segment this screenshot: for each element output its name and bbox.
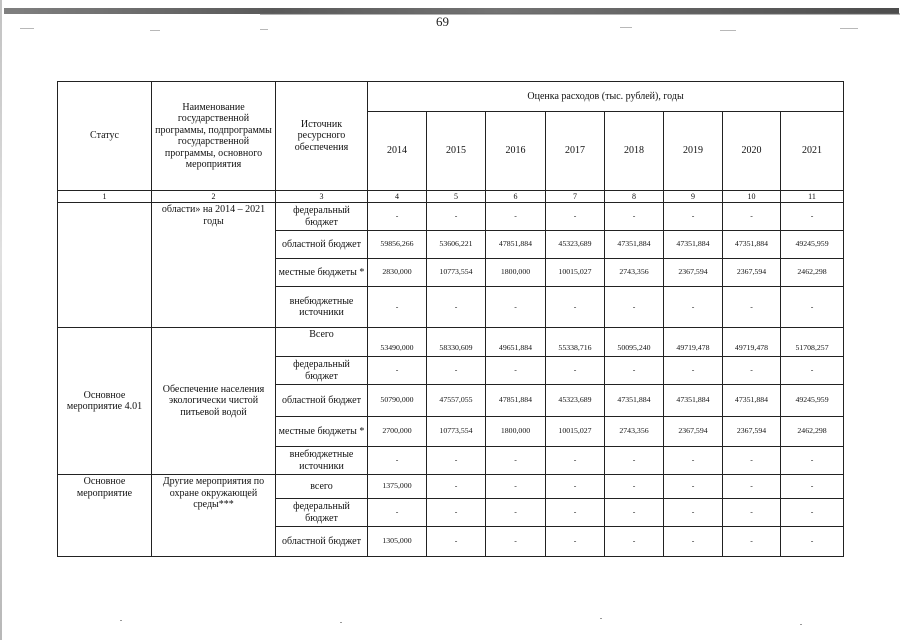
value-cell: 2743,356 [605, 259, 664, 287]
value-cell: 47851,884 [486, 231, 546, 259]
value-cell: - [664, 203, 723, 231]
table-row [58, 328, 844, 357]
source-cell: внебюджетные источники [276, 447, 368, 475]
value-cell: 47851,884 [486, 385, 546, 417]
value-cell: 2743,356 [605, 417, 664, 447]
value-cell: - [781, 447, 844, 475]
value-cell: - [486, 499, 546, 527]
value-cell: - [605, 287, 664, 328]
column-number: 4 [368, 191, 427, 203]
column-number: 7 [546, 191, 605, 203]
value-cell: - [427, 287, 486, 328]
value-cell: 2830,000 [368, 259, 427, 287]
value-cell: - [427, 527, 486, 557]
scan-top-line-secondary [260, 13, 900, 15]
header-year: 2018 [605, 112, 664, 191]
source-cell: областной бюджет [276, 527, 368, 557]
value-cell: - [368, 499, 427, 527]
value-cell: 47557,055 [427, 385, 486, 417]
value-cell: - [546, 447, 605, 475]
page-number: 69 [436, 14, 449, 29]
value-cell: - [781, 357, 844, 385]
status-cell: Основное мероприятие [58, 475, 152, 557]
value-cell: - [486, 203, 546, 231]
scan-speck [120, 620, 122, 621]
scan-dash [260, 29, 268, 30]
value-cell: 58330,609 [427, 328, 486, 357]
value-cell: - [546, 287, 605, 328]
value-cell: - [605, 357, 664, 385]
source-cell: федеральный бюджет [276, 499, 368, 527]
value-cell: - [723, 475, 781, 499]
source-cell: местные бюджеты * [276, 259, 368, 287]
value-cell: - [546, 499, 605, 527]
source-cell: внебюджетные источники [276, 287, 368, 328]
budget-table [57, 81, 844, 557]
status-cell [58, 203, 152, 328]
value-cell: 49719,478 [664, 328, 723, 357]
program-name-cell: Обеспечение населения экологически чистой питьевой водой [152, 328, 276, 475]
column-number: 6 [486, 191, 546, 203]
value-cell: 2700,000 [368, 417, 427, 447]
header-year: 2020 [723, 112, 781, 191]
header-year: 2015 [427, 112, 486, 191]
value-cell: - [723, 447, 781, 475]
column-number: 9 [664, 191, 723, 203]
value-cell: - [546, 203, 605, 231]
value-cell: - [486, 357, 546, 385]
header-year: 2019 [664, 112, 723, 191]
value-cell: - [486, 527, 546, 557]
value-cell: - [368, 287, 427, 328]
header-status: Статус [58, 82, 152, 191]
value-cell: - [546, 527, 605, 557]
column-number: 8 [605, 191, 664, 203]
value-cell: 2367,594 [664, 259, 723, 287]
value-cell: 47351,884 [723, 385, 781, 417]
column-number: 5 [427, 191, 486, 203]
value-cell: - [427, 447, 486, 475]
value-cell: 1800,000 [486, 417, 546, 447]
header-year: 2021 [781, 112, 844, 191]
value-cell: 10015,027 [546, 259, 605, 287]
value-cell: - [664, 499, 723, 527]
column-number: 11 [781, 191, 844, 203]
value-cell: - [546, 475, 605, 499]
source-cell: всего [276, 475, 368, 499]
value-cell: - [427, 203, 486, 231]
value-cell: 49245,959 [781, 385, 844, 417]
value-cell: 59856,266 [368, 231, 427, 259]
program-name-cell: области» на 2014 – 2021 годы [152, 203, 276, 328]
value-cell: - [664, 357, 723, 385]
scan-speck [800, 624, 802, 625]
value-cell: - [781, 203, 844, 231]
value-cell: - [664, 287, 723, 328]
column-number: 2 [152, 191, 276, 203]
value-cell: - [605, 203, 664, 231]
value-cell: - [368, 203, 427, 231]
status-cell: Основное мероприятие 4.01 [58, 328, 152, 475]
table-row [58, 203, 844, 231]
scan-header-artifacts [0, 0, 905, 40]
value-cell: 47351,884 [664, 385, 723, 417]
scan-dash [840, 28, 858, 29]
value-cell: - [546, 357, 605, 385]
header-source: Источник ресурсного обеспечения [276, 82, 368, 191]
program-name-cell: Другие мероприятия по охране окружающей среды*** [152, 475, 276, 557]
value-cell: 51708,257 [781, 328, 844, 357]
scan-dash [620, 27, 632, 28]
header-estimate: Оценка расходов (тыс. рублей), годы [368, 82, 844, 112]
value-cell: - [723, 357, 781, 385]
column-number: 10 [723, 191, 781, 203]
source-cell: федеральный бюджет [276, 357, 368, 385]
value-cell: - [427, 357, 486, 385]
value-cell: 1800,000 [486, 259, 546, 287]
source-cell: федеральный бюджет [276, 203, 368, 231]
value-cell: 10773,554 [427, 417, 486, 447]
scan-dash [150, 30, 160, 31]
value-cell: 50095,240 [605, 328, 664, 357]
scan-speck [340, 622, 342, 623]
header-year: 2014 [368, 112, 427, 191]
value-cell: 2367,594 [723, 259, 781, 287]
value-cell: 2462,298 [781, 417, 844, 447]
value-cell: 49719,478 [723, 328, 781, 357]
value-cell: - [723, 287, 781, 328]
value-cell: - [664, 447, 723, 475]
value-cell: - [781, 475, 844, 499]
value-cell: 2367,594 [664, 417, 723, 447]
value-cell: 49245,959 [781, 231, 844, 259]
scan-left-edge [0, 0, 2, 640]
value-cell: - [486, 475, 546, 499]
scan-dash [20, 28, 34, 29]
value-cell: 49651,884 [486, 328, 546, 357]
value-cell: 50790,000 [368, 385, 427, 417]
value-cell: - [368, 447, 427, 475]
value-cell: 10773,554 [427, 259, 486, 287]
header-program-name: Наименование государственной программы, подпрограммы государственной программы, основного мероприятия [152, 82, 276, 191]
value-cell: 47351,884 [664, 231, 723, 259]
column-number-row [58, 191, 844, 203]
scan-dash [720, 30, 736, 31]
value-cell: - [368, 357, 427, 385]
source-cell: местные бюджеты * [276, 417, 368, 447]
value-cell: - [664, 527, 723, 557]
source-cell: Всего [276, 328, 368, 357]
header-year: 2016 [486, 112, 546, 191]
value-cell: - [781, 527, 844, 557]
value-cell: - [723, 203, 781, 231]
value-cell: 53490,000 [368, 328, 427, 357]
value-cell: - [486, 447, 546, 475]
source-cell: областной бюджет [276, 231, 368, 259]
value-cell: - [781, 499, 844, 527]
table-row [58, 475, 844, 499]
value-cell: - [723, 527, 781, 557]
header-row-top [58, 82, 844, 112]
value-cell: - [723, 499, 781, 527]
value-cell: 10015,027 [546, 417, 605, 447]
value-cell: - [781, 287, 844, 328]
value-cell: 45323,689 [546, 385, 605, 417]
value-cell: - [427, 475, 486, 499]
value-cell: - [427, 499, 486, 527]
value-cell: - [605, 527, 664, 557]
value-cell: 1375,000 [368, 475, 427, 499]
scan-speck [600, 618, 602, 619]
value-cell: 47351,884 [723, 231, 781, 259]
source-cell: областной бюджет [276, 385, 368, 417]
value-cell: - [664, 475, 723, 499]
value-cell: 47351,884 [605, 231, 664, 259]
value-cell: 53606,221 [427, 231, 486, 259]
header-year: 2017 [546, 112, 605, 191]
value-cell: - [486, 287, 546, 328]
value-cell: 2462,298 [781, 259, 844, 287]
value-cell: 55338,716 [546, 328, 605, 357]
value-cell: - [605, 475, 664, 499]
value-cell: - [605, 447, 664, 475]
column-number: 3 [276, 191, 368, 203]
value-cell: 2367,594 [723, 417, 781, 447]
column-number: 1 [58, 191, 152, 203]
value-cell: 1305,000 [368, 527, 427, 557]
value-cell: 45323,689 [546, 231, 605, 259]
value-cell: 47351,884 [605, 385, 664, 417]
value-cell: - [605, 499, 664, 527]
